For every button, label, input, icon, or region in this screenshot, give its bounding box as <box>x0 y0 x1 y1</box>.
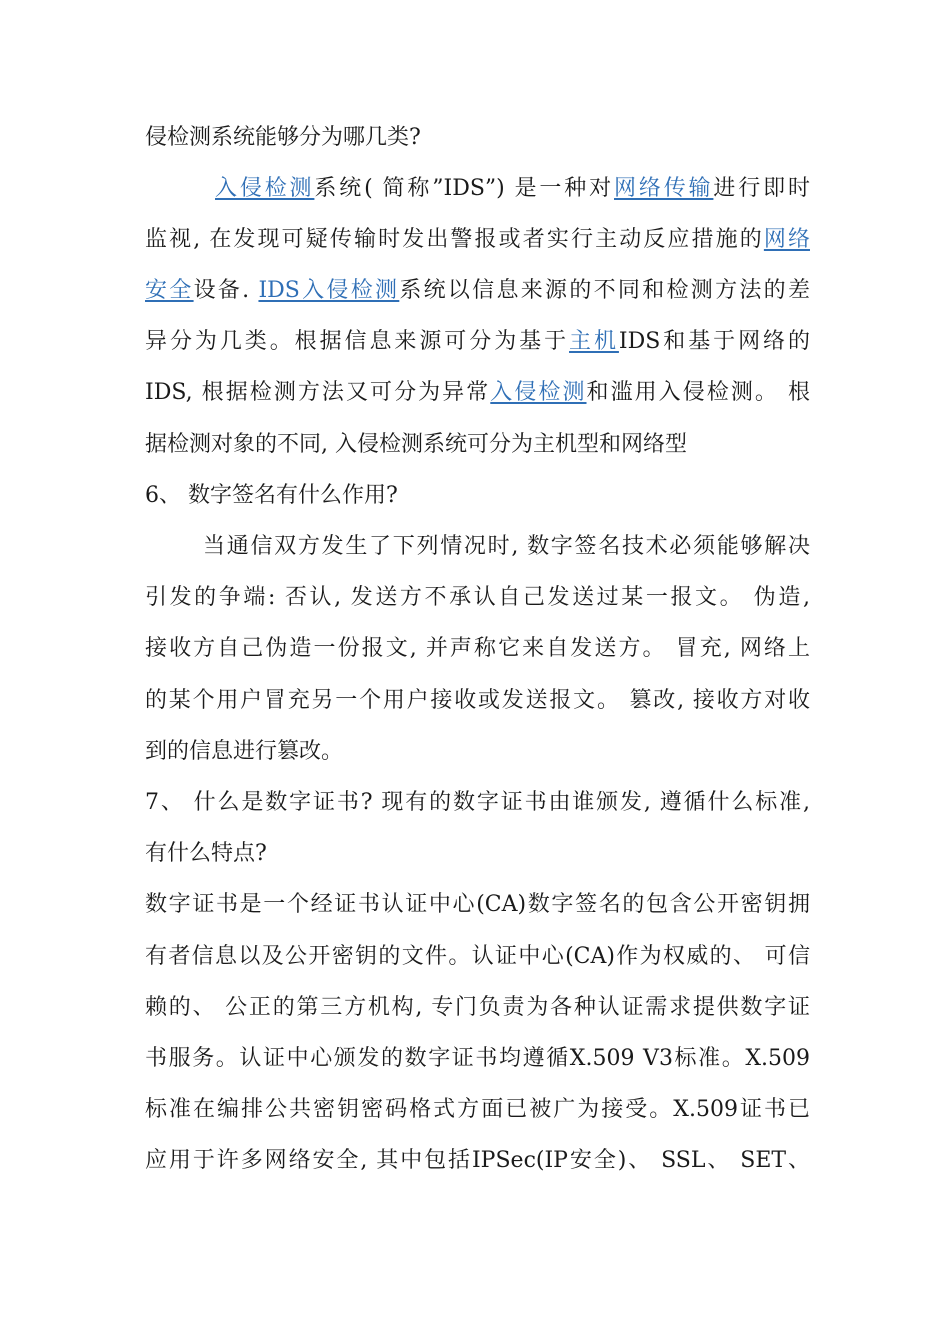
text-line <box>145 425 810 465</box>
text-line <box>145 1090 810 1130</box>
text-run: 有者信息以及公开密钥的文件。认证中心(CA)作为权威的、 可信 <box>145 944 810 969</box>
hyperlink[interactable]: 网络 <box>763 227 810 252</box>
text-run: IDS, 根据检测方法又可分为异常 <box>145 380 491 405</box>
text-line <box>145 169 810 209</box>
text-run: IDS和基于网络的 <box>618 329 810 354</box>
text-run: 赖的、 公正的第三方机构, 专门负责为各种认证需求提供数字证 <box>145 995 810 1020</box>
text-line <box>145 885 810 925</box>
text-run: 设备. <box>193 278 259 303</box>
text-run: 6、 数字签名有什么作用? <box>145 483 398 508</box>
question-heading <box>145 834 810 874</box>
text-run: 7、 什么是数字证书? 现有的数字证书由谁颁发, 遵循什么标准, <box>145 790 810 815</box>
text-run: 和滥用入侵检测。 根 <box>586 380 810 405</box>
text-run: 系统以信息来源的不同和检测方法的差 <box>399 278 810 303</box>
text-run: 数字证书是一个经证书认证中心(CA)数字签名的包含公开密钥拥 <box>145 892 810 917</box>
text-run: 据检测对象的不同, 入侵检测系统可分为主机型和网络型 <box>145 432 687 457</box>
text-line <box>145 373 810 413</box>
text-run: 进行即时 <box>713 176 810 201</box>
hyperlink[interactable]: 入侵检测 <box>490 380 587 405</box>
text-line <box>145 118 810 158</box>
text-run: 系统( 简称”IDS”) 是一种对 <box>314 176 614 201</box>
text-line <box>145 732 810 772</box>
text-line <box>145 578 810 618</box>
text-run: 书服务。认证中心颁发的数字证书均遵循X.509 V3标准。X.509 <box>145 1046 810 1071</box>
hyperlink[interactable]: IDS入侵检测 <box>258 278 400 303</box>
text-line <box>145 629 810 669</box>
text-line <box>145 1141 810 1181</box>
text-run: 有什么特点? <box>145 841 267 866</box>
text-run: 接收方自己伪造一份报文, 并声称它来自发送方。 冒充, 网络上 <box>145 636 810 661</box>
text-line <box>145 271 810 311</box>
text-run: 到的信息进行篡改。 <box>145 739 344 764</box>
text-run: 的某个用户冒充另一个用户接收或发送报文。 篡改, 接收方对收 <box>145 688 810 713</box>
text-run: 应用于许多网络安全, 其中包括IPSec(IP安全)、 SSL、 SET、 <box>145 1148 810 1173</box>
question-heading <box>145 783 810 823</box>
text-run: 异分为几类。根据信息来源可分为基于 <box>145 329 570 354</box>
text-run: 引发的争端: 否认, 发送方不承认自己发送过某一报文。 伪造, <box>145 585 810 610</box>
text-line <box>145 527 810 567</box>
text-line <box>145 220 810 260</box>
text-line <box>145 937 810 977</box>
text-line <box>145 988 810 1028</box>
hyperlink[interactable]: 入侵检测 <box>215 176 315 201</box>
hyperlink[interactable]: 主机 <box>569 329 619 354</box>
text-line <box>145 322 810 362</box>
question-heading <box>145 476 810 516</box>
text-run: 侵检测系统能够分为哪几类? <box>145 125 421 150</box>
hyperlink[interactable]: 安全 <box>145 278 194 303</box>
hyperlink[interactable]: 网络传输 <box>614 176 714 201</box>
text-line <box>145 681 810 721</box>
text-run: 标准在编排公共密钥密码格式方面已被广为接受。X.509证书已 <box>145 1097 810 1122</box>
text-line <box>145 1039 810 1079</box>
text-run: 监视, 在发现可疑传输时发出警报或者实行主动反应措施的 <box>145 227 764 252</box>
text-run: 当通信双方发生了下列情况时, 数字签名技术必须能够解决 <box>203 534 810 559</box>
